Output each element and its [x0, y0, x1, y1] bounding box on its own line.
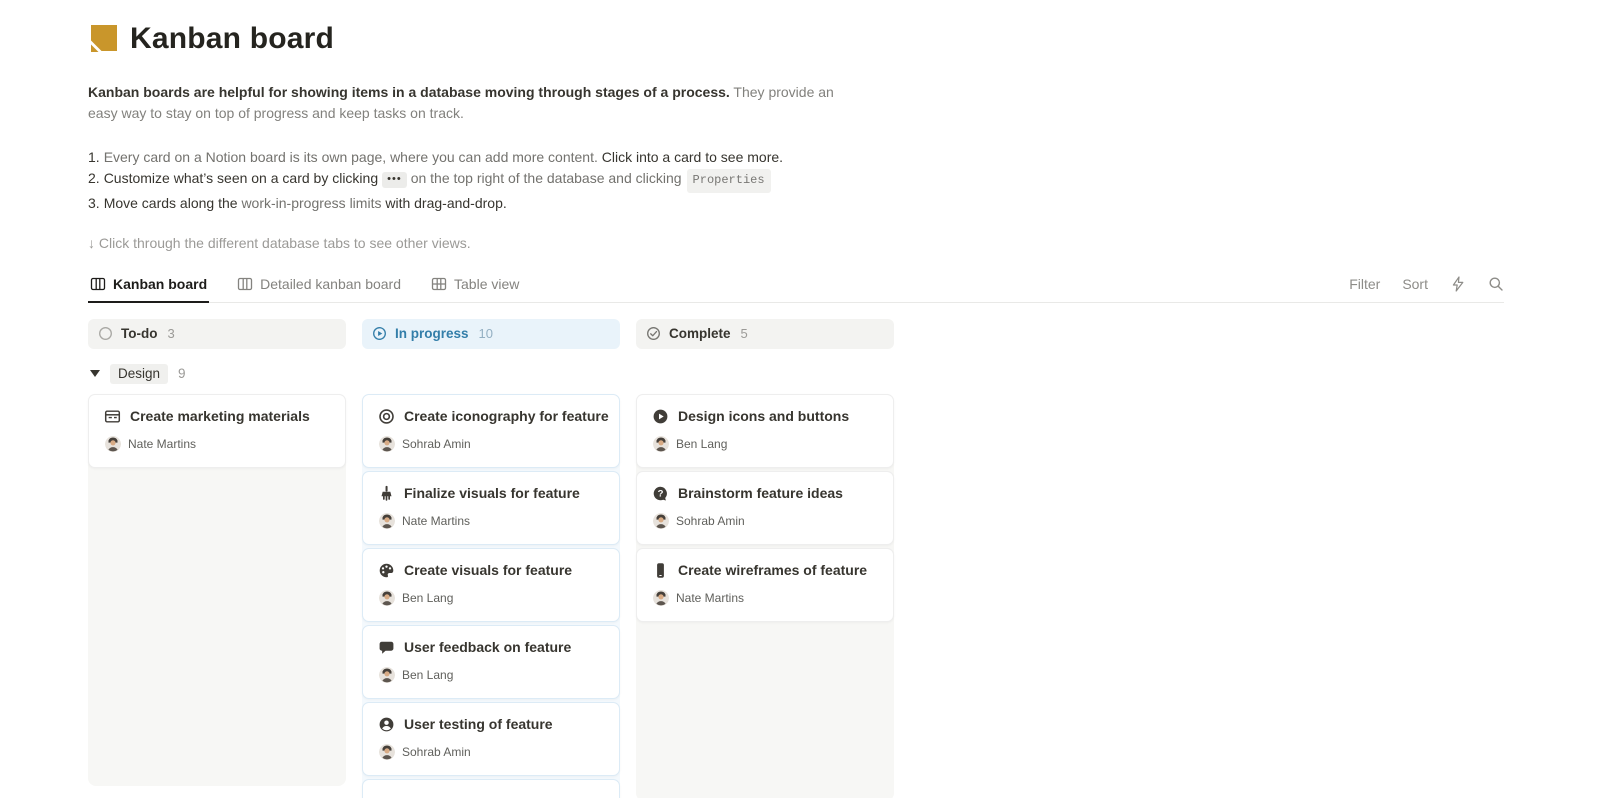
assignee-name: Sohrab Amin	[676, 513, 745, 528]
column-header-complete[interactable]	[636, 319, 894, 349]
tab-detailed-kanban-board[interactable]	[235, 274, 403, 302]
tab-label: Detailed kanban board	[260, 276, 402, 292]
step-1-text-dark: Click into a card to see more.	[597, 149, 784, 165]
board-icon	[237, 276, 253, 292]
avatar	[105, 436, 121, 452]
avatar	[379, 513, 395, 529]
card-user-testing[interactable]	[362, 702, 620, 776]
properties-badge: Properties	[687, 169, 771, 193]
sort-button[interactable]: Sort	[1402, 275, 1428, 292]
table-icon	[431, 276, 447, 292]
tab-kanban-board[interactable]	[88, 274, 209, 303]
lightning-icon[interactable]	[1450, 276, 1466, 292]
step-2-text: Customize what’s seen on a card by clicking	[103, 170, 379, 186]
card-title: Brainstorm feature ideas	[678, 485, 843, 501]
newspaper-icon	[104, 408, 121, 425]
assignee-name: Ben Lang	[402, 590, 454, 605]
phone-icon	[652, 562, 669, 579]
user-circle-icon	[378, 716, 395, 733]
target-icon	[378, 408, 395, 425]
card-title: Design icons and buttons	[678, 408, 850, 424]
avatar	[379, 590, 395, 606]
chevron-down-icon[interactable]	[90, 370, 100, 377]
card-brainstorm-ideas[interactable]	[636, 471, 894, 545]
column-todo	[88, 394, 346, 786]
card-create-marketing-materials[interactable]	[88, 394, 346, 468]
avatar	[379, 744, 395, 760]
check-circle-icon	[646, 326, 661, 341]
card-create-visuals[interactable]	[362, 548, 620, 622]
column-count: 3	[167, 326, 175, 341]
column-count: 10	[478, 326, 493, 341]
card-create-wireframes[interactable]	[636, 548, 894, 622]
avatar	[379, 667, 395, 683]
step-1	[88, 147, 868, 168]
step-3	[88, 193, 868, 214]
board-columns	[88, 394, 1504, 798]
step-2-text-mid: on the top right of the database and clicking	[410, 170, 682, 186]
assignee-name: Sohrab Amin	[402, 436, 471, 451]
card-title: Create iconography for feature	[404, 408, 609, 424]
assignee-name: Sohrab Amin	[402, 744, 471, 759]
palette-icon	[378, 562, 395, 579]
speech-bubble-icon	[378, 639, 395, 656]
card-title: User feedback on feature	[404, 639, 572, 655]
callout-text: ↓ Click through the different database tabs to see other views.	[88, 234, 471, 251]
assignee-name: Nate Martins	[676, 590, 745, 605]
ellipsis-badge: •••	[382, 172, 407, 188]
column-name: In progress	[395, 326, 469, 341]
step-3-number: 3.	[88, 195, 100, 211]
card-design-icons-buttons[interactable]	[636, 394, 894, 468]
step-3-text: Move cards along the	[103, 195, 242, 211]
board-icon	[90, 276, 106, 292]
column-name: Complete	[669, 326, 731, 341]
intro-bold: Kanban boards are helpful for showing items in a database moving through stages of a process.	[88, 84, 730, 100]
card-finalize-visuals[interactable]	[362, 471, 620, 545]
column-headers	[88, 319, 1504, 349]
column-count: 5	[740, 326, 748, 341]
card-title: Create marketing materials	[130, 408, 310, 424]
tab-label: Kanban board	[113, 275, 208, 292]
page-title: Kanban board	[130, 22, 335, 55]
assignee-name: Nate Martins	[402, 513, 471, 528]
card-partial[interactable]	[362, 779, 620, 798]
assignee-name: Ben Lang	[402, 667, 454, 682]
column-in-progress	[362, 394, 620, 798]
avatar	[653, 436, 669, 452]
gold-note-icon	[88, 24, 118, 54]
view-tabbar	[88, 274, 1504, 303]
column-header-todo[interactable]	[88, 319, 346, 349]
group-row-design	[90, 364, 1504, 384]
step-3-text-mid: work-in-progress limits	[241, 195, 382, 211]
assignee-name: Ben Lang	[676, 436, 728, 451]
database-controls	[1349, 276, 1504, 302]
kanban-board	[88, 319, 1504, 798]
column-complete	[636, 394, 894, 798]
paintbrush-icon	[378, 485, 395, 502]
group-badge[interactable]: Design	[110, 364, 168, 384]
step-1-text: Every card on a Notion board is its own page, where you can add more content.	[103, 149, 598, 165]
play-circle-icon	[652, 408, 669, 425]
avatar	[653, 590, 669, 606]
play-ring-icon	[372, 326, 387, 341]
card-title: User testing of feature	[404, 716, 553, 732]
group-count: 9	[178, 366, 186, 381]
tab-table-view[interactable]	[429, 274, 521, 302]
step-1-number: 1.	[88, 149, 100, 165]
column-header-in-progress[interactable]	[362, 319, 620, 349]
question-bubble-icon	[652, 485, 669, 502]
tab-label: Table view	[454, 276, 520, 292]
step-2-number: 2.	[88, 170, 100, 186]
view-tabs	[88, 274, 521, 302]
steps-list	[88, 147, 868, 214]
filter-button[interactable]: Filter	[1349, 275, 1381, 292]
search-icon[interactable]	[1488, 276, 1504, 292]
page-header	[88, 22, 1504, 56]
card-create-iconography[interactable]	[362, 394, 620, 468]
avatar	[379, 436, 395, 452]
card-title: Create visuals for feature	[404, 562, 573, 578]
assignee-name: Nate Martins	[128, 436, 197, 451]
step-3-text-dark: with drag-and-drop.	[381, 195, 507, 211]
card-user-feedback[interactable]	[362, 625, 620, 699]
circle-icon	[98, 326, 113, 341]
card-title: Create wireframes of feature	[678, 562, 868, 578]
column-name: To-do	[121, 326, 158, 341]
avatar	[653, 513, 669, 529]
step-2	[88, 168, 868, 193]
intro-paragraph	[88, 82, 848, 124]
intro-gray: They provide an easy way to stay on top of progress and keep tasks on track.	[88, 84, 834, 121]
card-title: Finalize visuals for feature	[404, 485, 580, 501]
